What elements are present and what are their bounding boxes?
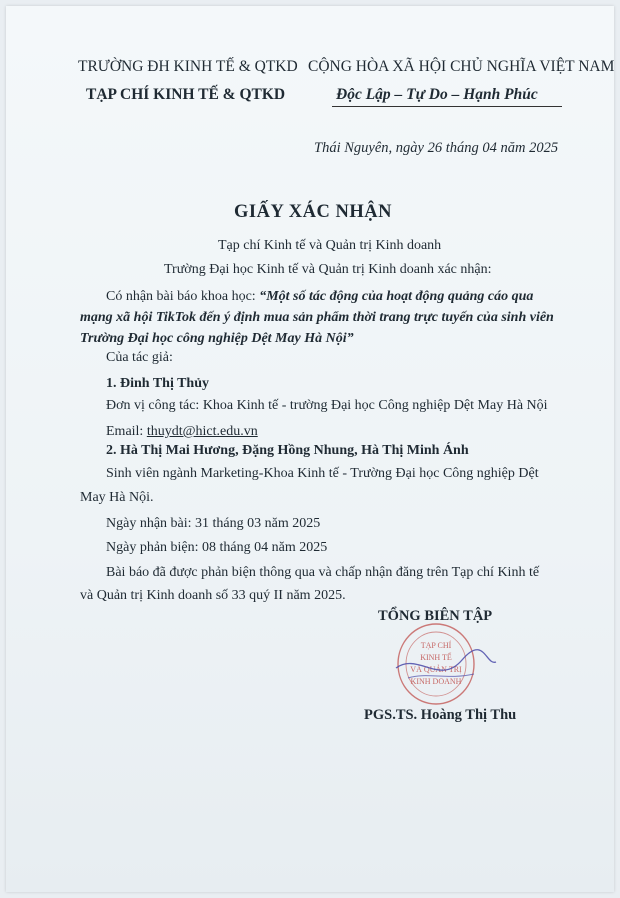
signature-role: TỔNG BIÊN TẬP [378, 608, 493, 624]
header-journal: TẠP CHÍ KINH TẾ & QTKD [86, 86, 286, 103]
header-university: TRƯỜNG ĐH KINH TẾ & QTKD [78, 58, 298, 75]
author1-name: 1. Đinh Thị Thủy [106, 376, 209, 391]
article-title-part3: Trường Đại học công nghiệp Dệt May Hà Nội” [80, 331, 354, 346]
author2-affiliation-line2: May Hà Nội. [80, 490, 154, 505]
article-line1 [106, 289, 533, 305]
article-title-part2: mạng xã hội TikTok đến ý định mua sản phẩm thời trang trực tuyến của sinh viên [80, 310, 554, 325]
issuer-journal: Tạp chí Kinh tế và Quản trị Kinh doanh [218, 238, 442, 253]
document-page [6, 6, 614, 892]
header-republic: CỘNG HÒA XÃ HỘI CHỦ NGHĨA VIỆT NAM [308, 58, 615, 75]
document-title: GIẤY XÁC NHẬN [234, 202, 392, 222]
official-seal-icon [378, 616, 498, 712]
author2-names: 2. Hà Thị Mai Hương, Đặng Hồng Nhung, Hà Thị Minh Ánh [106, 443, 469, 458]
email-label: Email: [106, 424, 147, 439]
author1-affiliation: Đơn vị công tác: Khoa Kinh tế - trường Đại học Công nghiệp Dệt May Hà Nội [106, 398, 548, 413]
seal-text-3: VÀ QUẢN TRỊ [410, 665, 462, 674]
acceptance-line1: Bài báo đã được phản biện thông qua và chấp nhận đăng trên Tạp chí Kinh tế [106, 565, 540, 580]
received-date: Ngày nhận bài: 31 tháng 03 năm 2025 [106, 516, 321, 531]
article-intro: Có nhận bài báo khoa học: [106, 289, 260, 304]
signer-name: PGS.TS. Hoàng Thị Thu [364, 707, 517, 723]
article-title-part1: “Một số tác động của hoạt động quảng cáo qua [259, 289, 534, 304]
motto-underline [332, 106, 562, 107]
seal-text-1: TẠP CHÍ [420, 641, 452, 650]
author1-email-link[interactable]: thuydt@hict.edu.vn [146, 424, 258, 439]
issuer-statement: Trường Đại học Kinh tế và Quản trị Kinh doanh xác nhận: [164, 262, 492, 277]
acceptance-line2: và Quản trị Kinh doanh số 33 quý II năm 2025. [80, 588, 346, 603]
reviewed-date: Ngày phản biện: 08 tháng 04 năm 2025 [106, 540, 328, 555]
header-motto: Độc Lập – Tự Do – Hạnh Phúc [336, 86, 538, 103]
seal-text-2: KINH TẾ [420, 653, 452, 662]
seal-text-4: KINH DOANH [410, 677, 462, 686]
date-line: Thái Nguyên, ngày 26 tháng 04 năm 2025 [314, 140, 559, 156]
authors-label: Của tác giả: [106, 350, 173, 365]
author2-affiliation-line1: Sinh viên ngành Marketing-Khoa Kinh tế - Trường Đại học Công nghiệp Dệt [106, 466, 539, 481]
author1-email-line [106, 424, 258, 440]
